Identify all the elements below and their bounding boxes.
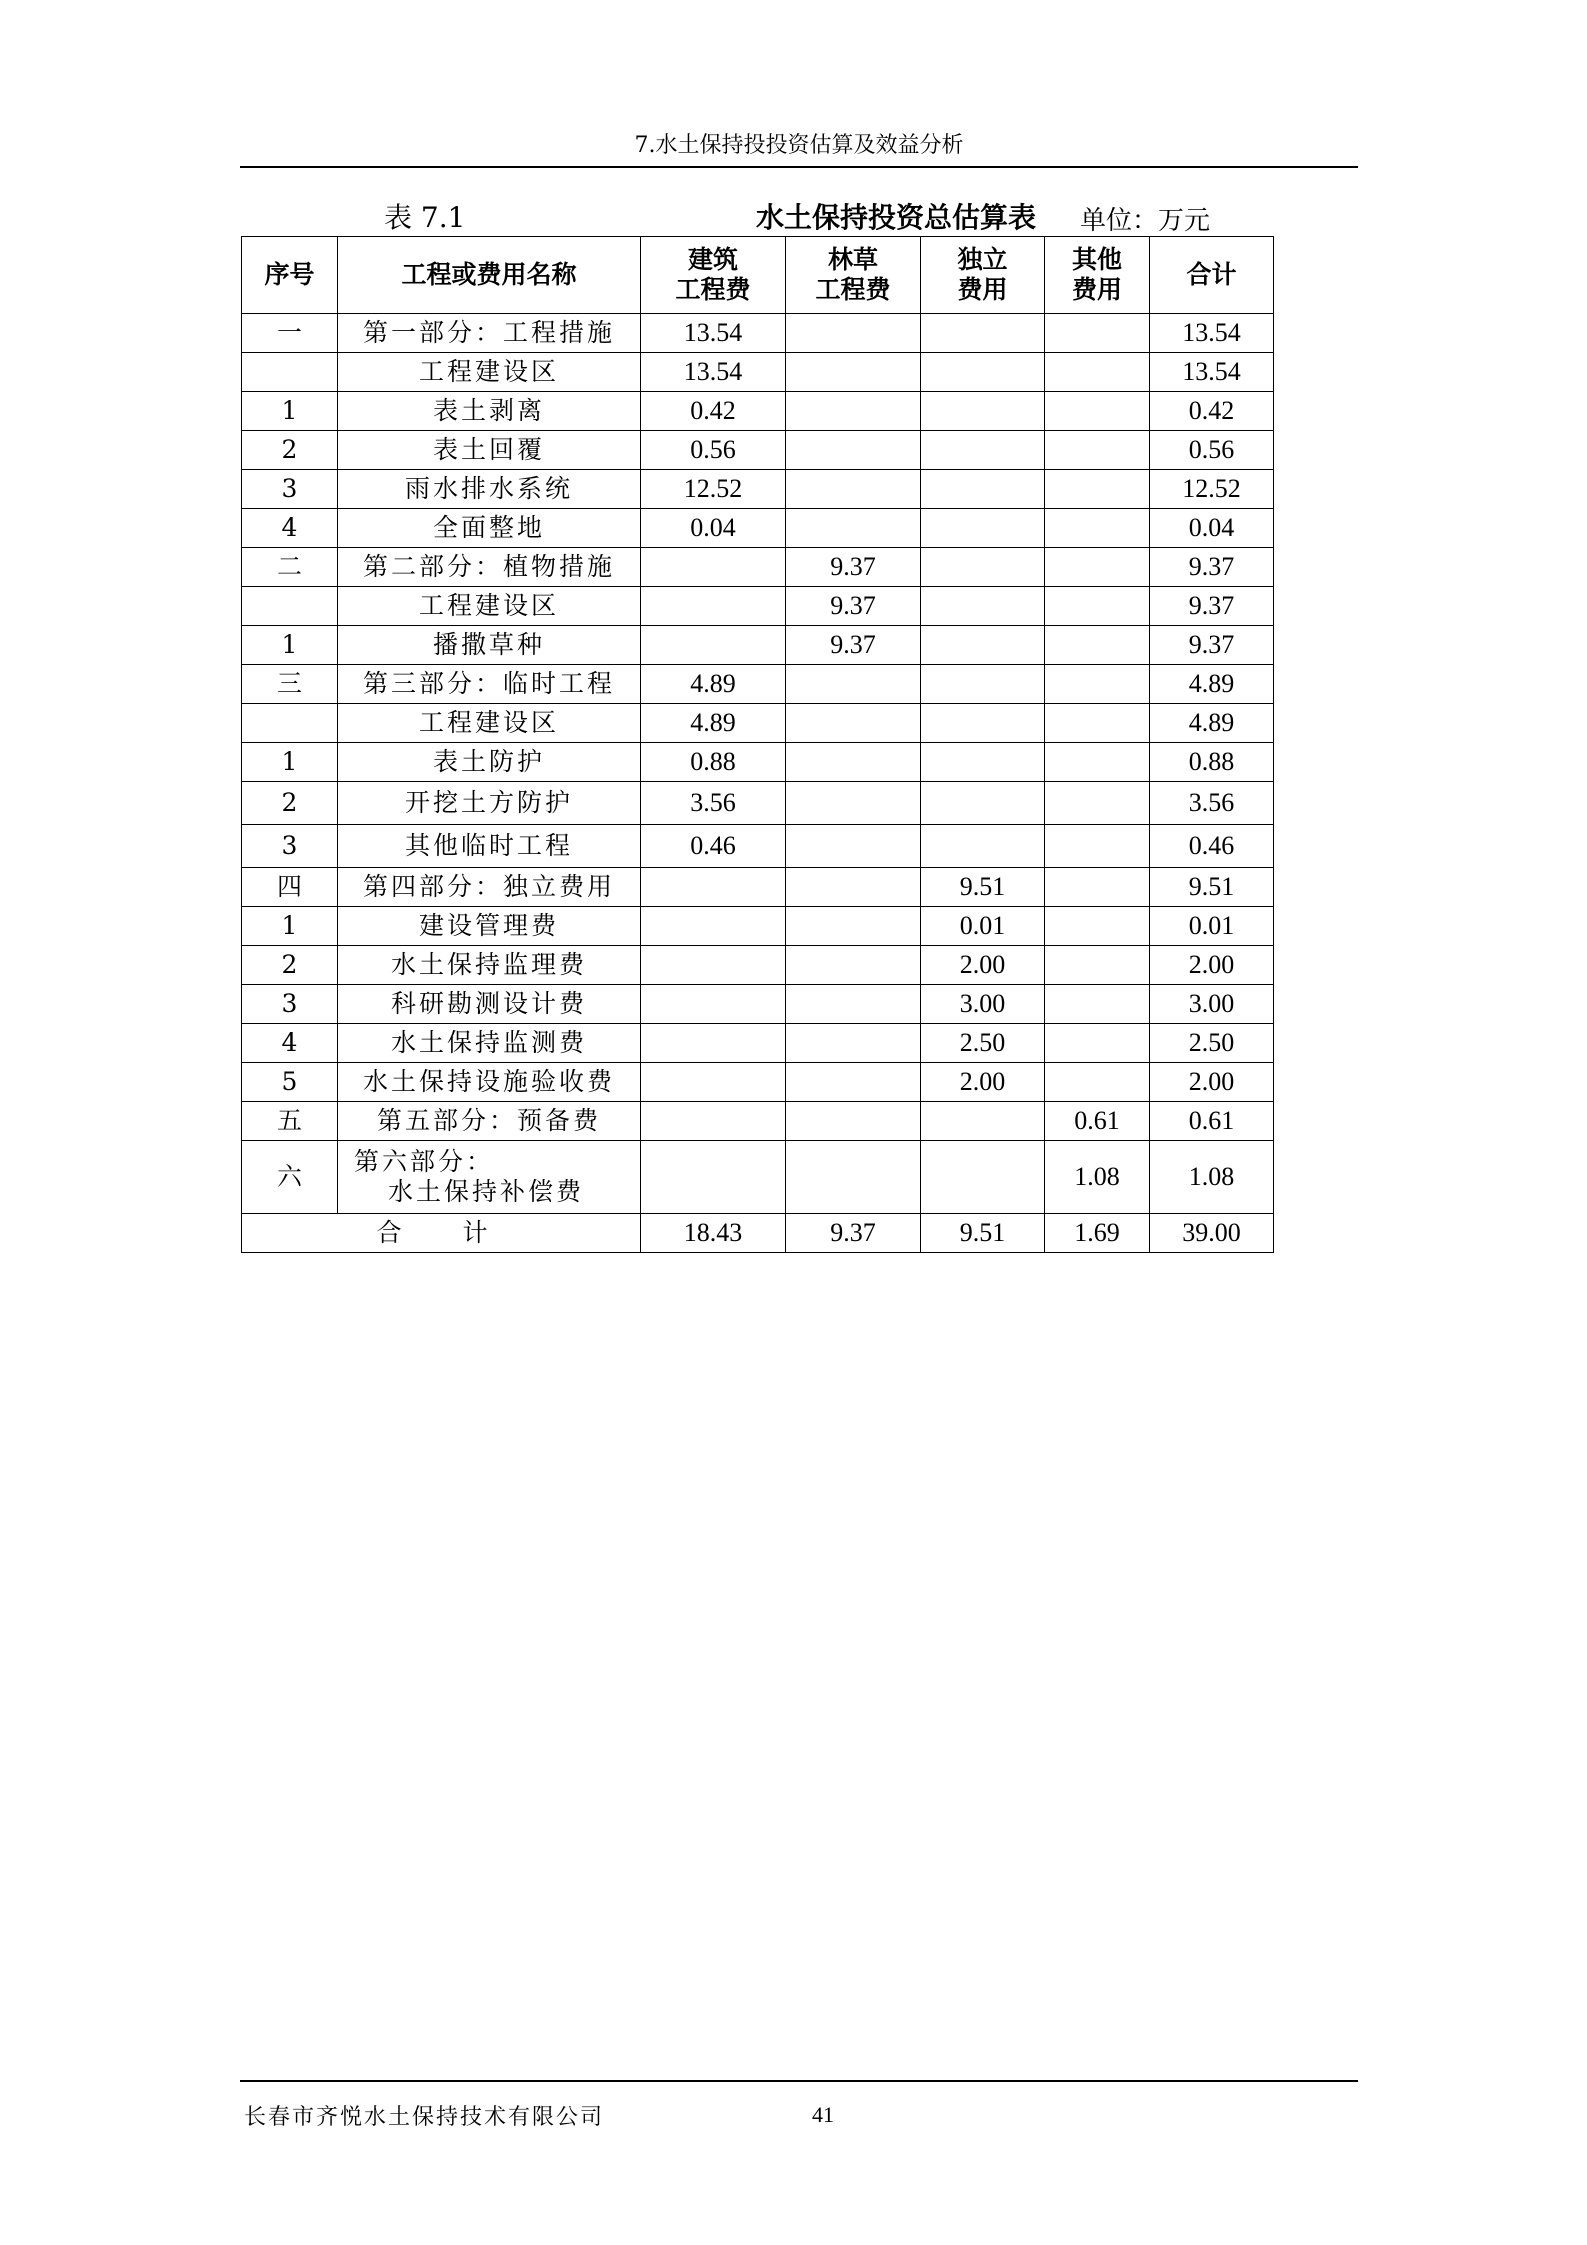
cell-indep [921, 353, 1045, 392]
cell-total: 4.89 [1150, 704, 1274, 743]
cell-total: 9.51 [1150, 868, 1274, 907]
running-header: 7.水土保持投投资估算及效益分析 [634, 133, 964, 158]
table-row [242, 665, 1274, 704]
total-total: 39.00 [1150, 1214, 1274, 1253]
row-number: 2 [242, 431, 338, 470]
cell-other [1045, 665, 1150, 704]
table-row [242, 431, 1274, 470]
cell-plant [786, 431, 921, 470]
row-item-name: 第三部分：临时工程 [338, 665, 641, 704]
row-number [242, 353, 338, 392]
cell-build [641, 907, 786, 946]
page-number: 41 [812, 2102, 834, 2127]
cell-indep: 2.00 [921, 1063, 1045, 1102]
cell-plant [786, 509, 921, 548]
cell-plant: 9.37 [786, 587, 921, 626]
cell-indep: 2.50 [921, 1024, 1045, 1063]
cell-build: 12.52 [641, 470, 786, 509]
col-header-total: 合计 [1150, 237, 1274, 314]
cell-plant [786, 314, 921, 353]
col-header-no: 序号 [242, 237, 338, 314]
cell-total: 4.89 [1150, 665, 1274, 704]
row-number [242, 587, 338, 626]
row-number: 五 [242, 1102, 338, 1141]
cell-indep [921, 782, 1045, 825]
cell-other [1045, 782, 1150, 825]
cell-other [1045, 392, 1150, 431]
cell-indep: 3.00 [921, 985, 1045, 1024]
cell-total: 2.00 [1150, 946, 1274, 985]
cell-build: 3.56 [641, 782, 786, 825]
table-total-row [242, 1214, 1274, 1253]
cell-total: 13.54 [1150, 353, 1274, 392]
cell-build [641, 1141, 786, 1214]
row-number: 2 [242, 946, 338, 985]
row-item-name: 水土保持监理费 [338, 946, 641, 985]
cell-indep [921, 587, 1045, 626]
row-item-name-line1: 第六部分： [354, 1147, 495, 1176]
cell-total: 1.08 [1150, 1141, 1274, 1214]
cell-plant [786, 1063, 921, 1102]
cell-build: 4.89 [641, 665, 786, 704]
row-number: 二 [242, 548, 338, 587]
investment-table [241, 236, 1274, 1253]
cell-plant [786, 946, 921, 985]
cell-indep [921, 825, 1045, 868]
cell-plant [786, 353, 921, 392]
table-row [242, 868, 1274, 907]
cell-build [641, 985, 786, 1024]
table-row [242, 743, 1274, 782]
row-item-name: 建设管理费 [338, 907, 641, 946]
cell-indep [921, 470, 1045, 509]
table-unit: 单位：万元 [1080, 206, 1211, 236]
row-number: 1 [242, 743, 338, 782]
row-item-name: 水土保持监测费 [338, 1024, 641, 1063]
cell-plant [786, 1141, 921, 1214]
row-item-name: 水土保持设施验收费 [338, 1063, 641, 1102]
cell-build [641, 946, 786, 985]
row-number: 4 [242, 509, 338, 548]
row-item-name: 其他临时工程 [338, 825, 641, 868]
cell-build [641, 626, 786, 665]
table-row [242, 1063, 1274, 1102]
col-header-plant: 林草 工程费 [786, 237, 921, 314]
table-row [242, 782, 1274, 825]
table-row [242, 626, 1274, 665]
total-plant: 9.37 [786, 1214, 921, 1253]
cell-plant [786, 1024, 921, 1063]
row-item-name: 工程建设区 [338, 587, 641, 626]
cell-indep [921, 509, 1045, 548]
cell-other [1045, 907, 1150, 946]
cell-other [1045, 868, 1150, 907]
total-other: 1.69 [1045, 1214, 1150, 1253]
table-row [242, 587, 1274, 626]
row-item-name: 表土回覆 [338, 431, 641, 470]
row-item-name-line2: 水土保持补偿费 [388, 1177, 585, 1206]
row-number: 3 [242, 470, 338, 509]
row-number: 一 [242, 314, 338, 353]
row-number [242, 704, 338, 743]
table-title: 水土保持投资总估算表 [756, 201, 1037, 234]
cell-other [1045, 509, 1150, 548]
row-item-name: 全面整地 [338, 509, 641, 548]
row-item-name: 雨水排水系统 [338, 470, 641, 509]
cell-build: 4.89 [641, 704, 786, 743]
row-number: 1 [242, 907, 338, 946]
cell-other [1045, 1063, 1150, 1102]
cell-other [1045, 353, 1150, 392]
cell-plant [786, 825, 921, 868]
table-row [242, 985, 1274, 1024]
cell-plant [786, 665, 921, 704]
cell-total: 0.46 [1150, 825, 1274, 868]
table-row [242, 353, 1274, 392]
col-header-other: 其他 费用 [1045, 237, 1150, 314]
table-row [242, 825, 1274, 868]
cell-total: 0.88 [1150, 743, 1274, 782]
row-item-name: 第二部分：植物措施 [338, 548, 641, 587]
cell-other [1045, 431, 1150, 470]
cell-indep: 0.01 [921, 907, 1045, 946]
table-row [242, 1141, 1274, 1214]
cell-build [641, 587, 786, 626]
cell-plant [786, 704, 921, 743]
cell-plant [786, 907, 921, 946]
cell-other [1045, 587, 1150, 626]
cell-plant: 9.37 [786, 548, 921, 587]
cell-plant [786, 868, 921, 907]
row-number: 5 [242, 1063, 338, 1102]
cell-plant [786, 985, 921, 1024]
row-number: 4 [242, 1024, 338, 1063]
total-indep: 9.51 [921, 1214, 1045, 1253]
row-number: 1 [242, 392, 338, 431]
cell-other [1045, 548, 1150, 587]
table-row [242, 1102, 1274, 1141]
cell-indep: 9.51 [921, 868, 1045, 907]
cell-build: 0.56 [641, 431, 786, 470]
table-row [242, 1024, 1274, 1063]
cell-other [1045, 743, 1150, 782]
cell-total: 0.42 [1150, 392, 1274, 431]
cell-indep [921, 704, 1045, 743]
cell-build: 0.88 [641, 743, 786, 782]
row-number: 3 [242, 825, 338, 868]
cell-build [641, 868, 786, 907]
cell-plant [786, 743, 921, 782]
col-header-build: 建筑 工程费 [641, 237, 786, 314]
cell-other: 0.61 [1045, 1102, 1150, 1141]
cell-indep [921, 743, 1045, 782]
row-item-name: 播撒草种 [338, 626, 641, 665]
table-header-row [242, 237, 1274, 314]
header-rule [240, 166, 1358, 168]
row-item-name: 工程建设区 [338, 704, 641, 743]
cell-build [641, 1063, 786, 1102]
table-row [242, 548, 1274, 587]
cell-other [1045, 470, 1150, 509]
cell-total: 9.37 [1150, 548, 1274, 587]
cell-total: 3.56 [1150, 782, 1274, 825]
cell-total: 3.00 [1150, 985, 1274, 1024]
cell-indep [921, 626, 1045, 665]
cell-total: 9.37 [1150, 626, 1274, 665]
row-item-name: 第四部分：独立费用 [338, 868, 641, 907]
cell-other [1045, 946, 1150, 985]
cell-build: 0.42 [641, 392, 786, 431]
table-number: 表 7.1 [384, 201, 466, 234]
table-row [242, 907, 1274, 946]
cell-build: 13.54 [641, 314, 786, 353]
cell-indep: 2.00 [921, 946, 1045, 985]
cell-other [1045, 704, 1150, 743]
table-row [242, 509, 1274, 548]
footer-rule [240, 2080, 1358, 2082]
cell-indep [921, 1102, 1045, 1141]
row-number: 六 [242, 1141, 338, 1214]
cell-plant: 9.37 [786, 626, 921, 665]
cell-indep [921, 431, 1045, 470]
table-row [242, 704, 1274, 743]
row-item-name: 第一部分：工程措施 [338, 314, 641, 353]
row-item-name: 科研勘测设计费 [338, 985, 641, 1024]
cell-indep [921, 665, 1045, 704]
cell-build [641, 1102, 786, 1141]
cell-build [641, 548, 786, 587]
cell-total: 0.56 [1150, 431, 1274, 470]
cell-indep [921, 548, 1045, 587]
table-row [242, 946, 1274, 985]
row-item-name [338, 1141, 641, 1214]
cell-other [1045, 626, 1150, 665]
total-label: 合 计 [242, 1214, 641, 1253]
row-number: 三 [242, 665, 338, 704]
table-row [242, 392, 1274, 431]
row-item-name: 工程建设区 [338, 353, 641, 392]
row-item-name: 开挖土方防护 [338, 782, 641, 825]
col-header-name: 工程或费用名称 [338, 237, 641, 314]
cell-indep [921, 392, 1045, 431]
col-header-indep: 独立 费用 [921, 237, 1045, 314]
cell-other [1045, 1024, 1150, 1063]
cell-total: 0.01 [1150, 907, 1274, 946]
cell-other [1045, 985, 1150, 1024]
cell-build: 13.54 [641, 353, 786, 392]
row-number: 3 [242, 985, 338, 1024]
row-number: 1 [242, 626, 338, 665]
cell-plant [786, 1102, 921, 1141]
cell-total: 2.50 [1150, 1024, 1274, 1063]
row-item-name: 表土剥离 [338, 392, 641, 431]
row-number: 四 [242, 868, 338, 907]
cell-other: 1.08 [1045, 1141, 1150, 1214]
row-item-name: 表土防护 [338, 743, 641, 782]
cell-plant [786, 392, 921, 431]
cell-total: 13.54 [1150, 314, 1274, 353]
cell-indep [921, 1141, 1045, 1214]
row-number: 2 [242, 782, 338, 825]
cell-other [1045, 314, 1150, 353]
table-row [242, 470, 1274, 509]
table-row [242, 314, 1274, 353]
cell-total: 9.37 [1150, 587, 1274, 626]
cell-total: 0.61 [1150, 1102, 1274, 1141]
cell-total: 0.04 [1150, 509, 1274, 548]
cell-total: 12.52 [1150, 470, 1274, 509]
cell-plant [786, 782, 921, 825]
row-item-name: 第五部分：预备费 [338, 1102, 641, 1141]
footer-company: 长春市齐悦水土保持技术有限公司 [244, 2105, 605, 2130]
cell-total: 2.00 [1150, 1063, 1274, 1102]
total-build: 18.43 [641, 1214, 786, 1253]
cell-build: 0.04 [641, 509, 786, 548]
cell-build: 0.46 [641, 825, 786, 868]
cell-build [641, 1024, 786, 1063]
cell-plant [786, 470, 921, 509]
cell-other [1045, 825, 1150, 868]
cell-indep [921, 314, 1045, 353]
